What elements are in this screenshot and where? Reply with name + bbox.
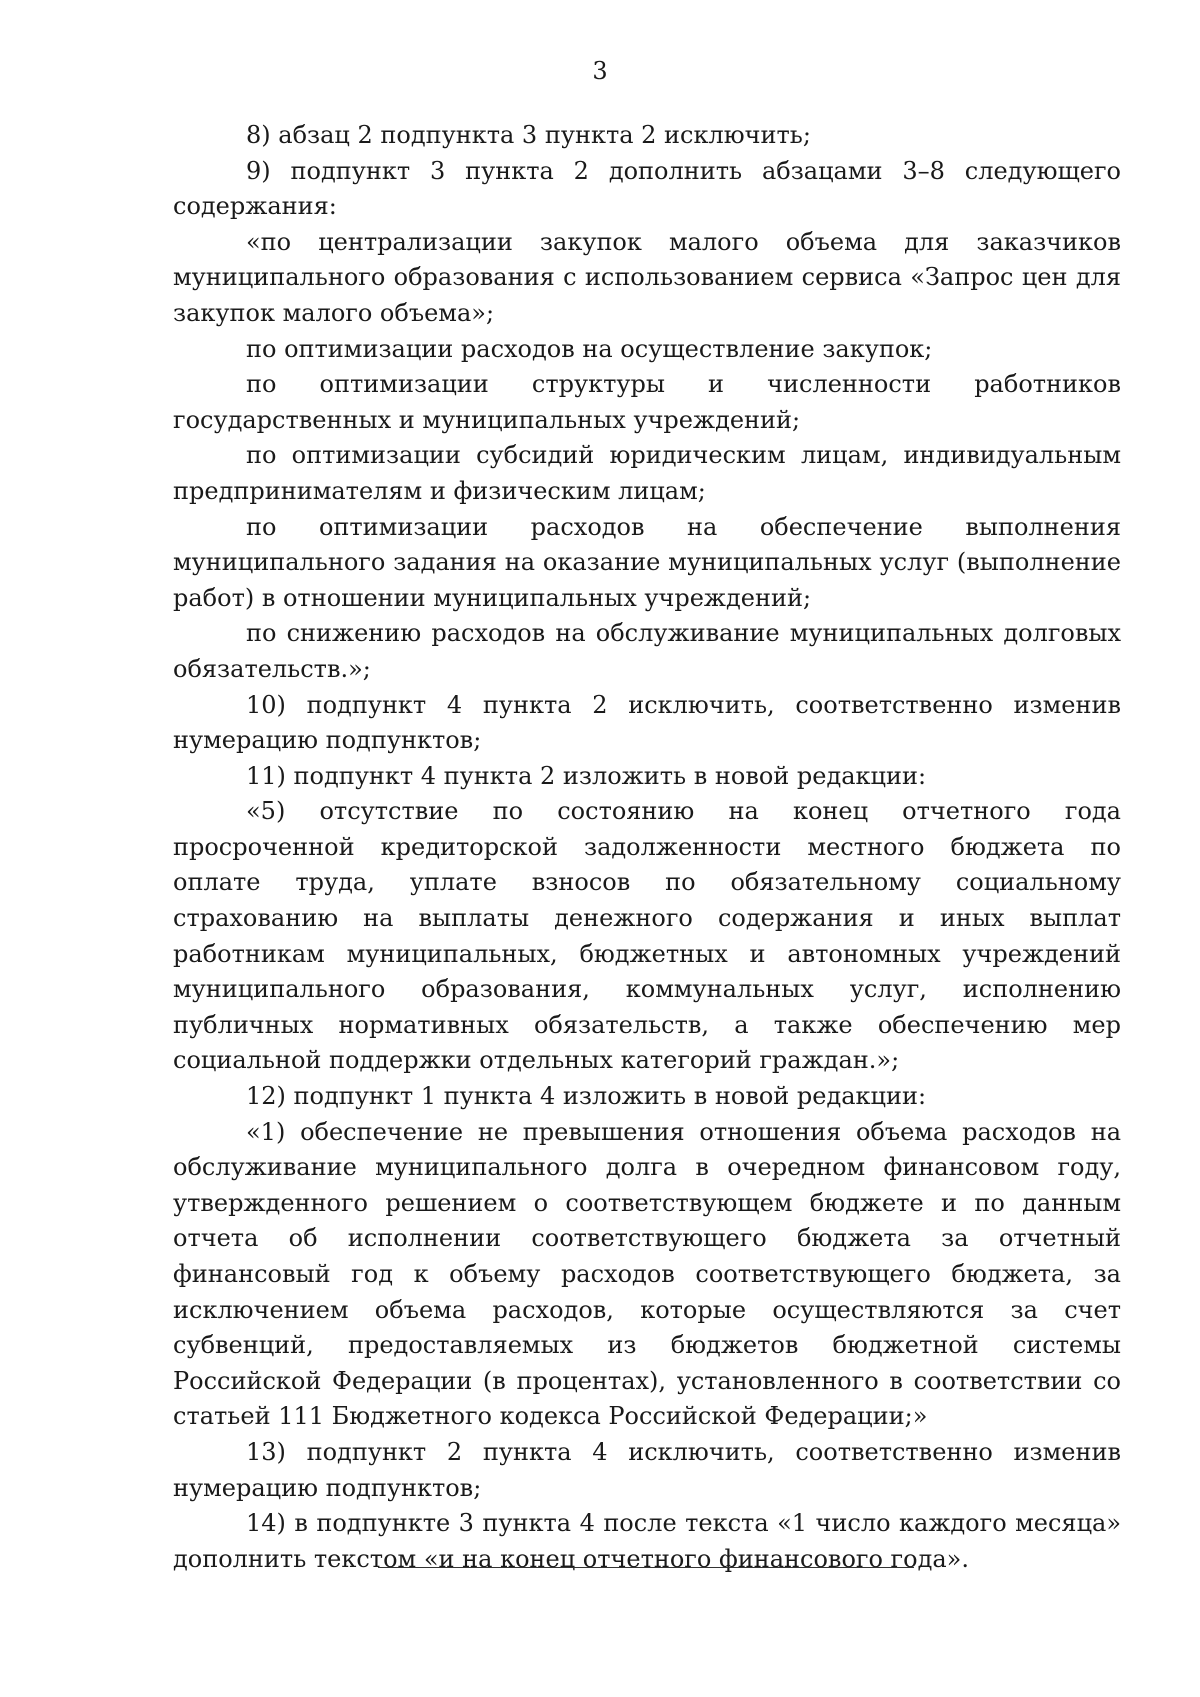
paragraph-item-13: 13) подпункт 2 пункта 4 исключить, соответственно изменив нумерацию подпунктов; <box>173 1437 1121 1502</box>
paragraph-item-14: 14) в подпункте 3 пункта 4 после текста «1 число каждого месяца» дополнить текстом «и на конец отчетного финансового года». <box>173 1509 1121 1573</box>
page-number: 3 <box>592 57 608 85</box>
paragraph-municipal-task-optimization: по оптимизации расходов на обеспечение выполнения муниципального задания на оказание муниципальных услуг (выполнение работ) в отношении муниципальных учреждений; <box>173 512 1121 612</box>
paragraph-quote-5: «5) отсутствие по состоянию на конец отчетного года просроченной кредиторской задолженности местного бюджета по оплате труда, уплате взносов по обязательному социальному страхованию на выплаты денежного содержания и иных выплат работникам муниципальных, бюджетных и автономных учреждений муниципального образования, коммунальных услуг, исполнению публичных нормативных обязательств, а также обеспечению мер социальной поддержки отдельных категорий граждан.»; <box>173 797 1121 1075</box>
closing-divider <box>378 1567 914 1568</box>
paragraph-item-11: 11) подпункт 4 пункта 2 изложить в новой редакции: <box>246 761 927 790</box>
paragraph-staff-optimization: по оптимизации структуры и численности работников государственных и муниципальных учреждений; <box>173 370 1121 434</box>
paragraph-debt-service-reduction: по снижению расходов на обслуживание муниципальных долговых обязательств.»; <box>173 619 1121 683</box>
paragraph-item-10: 10) подпункт 4 пункта 2 исключить, соответственно изменив нумерацию подпунктов; <box>173 690 1121 755</box>
paragraph-item-12: 12) подпункт 1 пункта 4 изложить в новой редакции: <box>246 1082 927 1111</box>
paragraph-item-8: 8) абзац 2 подпункта 3 пункта 2 исключить; <box>246 121 811 149</box>
paragraph-quote-1: «1) обеспечение не превышения отношения объема расходов на обслуживание муниципального долга в очередном финансовом году, утвержденного решением о соответствующем бюджете и по данным отчета об исполнении соответствующего бюджета за отчетный финансовый год к объему расходов соответствующего бюджета, за исключением объема расходов, которые осуществляются за счет субвенций, предоставляемых из бюджетов бюджетной системы Российской Федерации (в процентах), установленного в соответствии со статьей 111 Бюджетного кодекса Российской Федерации;» <box>173 1117 1121 1431</box>
paragraph-subsidies-optimization: по оптимизации субсидий юридическим лицам, индивидуальным предпринимателям и физическим лицам; <box>173 441 1121 505</box>
paragraph-quote-centralization: «по централизации закупок малого объема для заказчиков муниципального образования с использованием сервиса «Запрос цен для закупок малого объема»; <box>173 227 1121 327</box>
document-body <box>173 118 1121 1577</box>
paragraph-item-9: 9) подпункт 3 пункта 2 дополнить абзацами 3–8 следующего содержания: <box>173 156 1121 221</box>
paragraph-procurement-optimization: по оптимизации расходов на осуществление закупок; <box>246 334 933 363</box>
